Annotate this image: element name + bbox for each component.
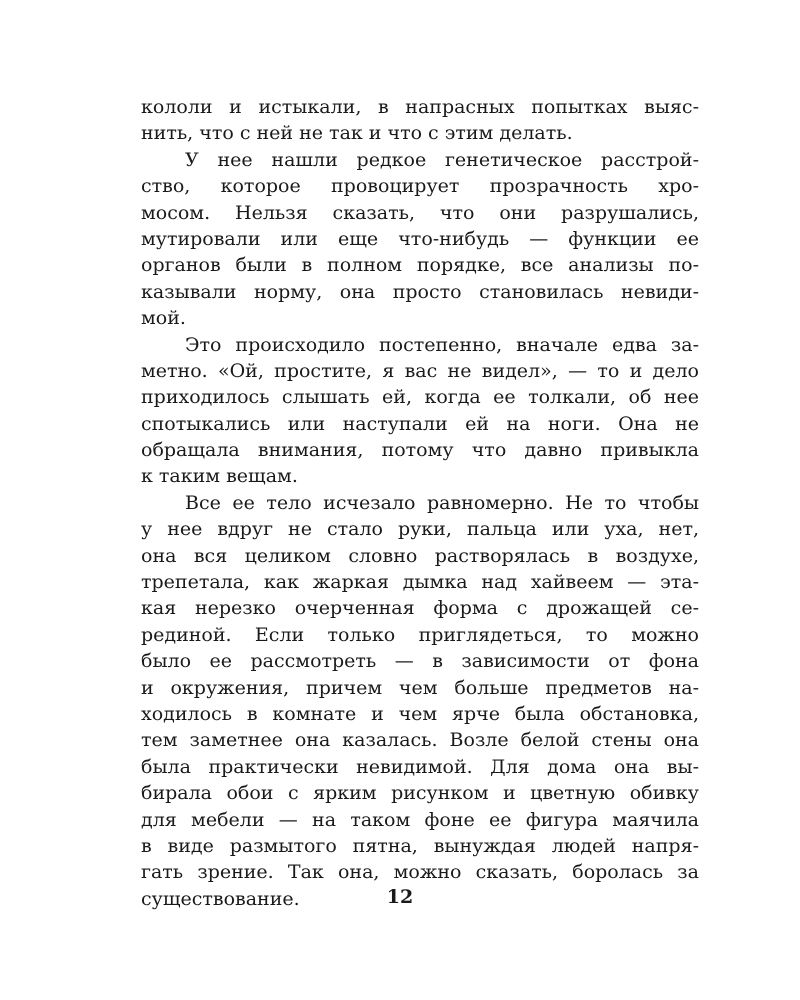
text-line: Это происходило постепенно, вначале едва за- xyxy=(185,333,699,356)
text-line: кололи и истыкали, в напрасных попытках выяс- xyxy=(141,96,699,118)
text-line: трепетала, как жаркая дымка над хайвеем — эта- xyxy=(141,571,699,594)
text-line: у нее вдруг не стало руки, пальца или уха, нет, xyxy=(141,518,699,541)
text-line: для мебели — на таком фоне ее фигура маячила xyxy=(141,808,699,831)
paragraph-1 xyxy=(141,94,699,147)
paragraph-3 xyxy=(141,332,699,490)
text-line: в виде размытого пятна, вынуждая людей напря- xyxy=(141,834,699,857)
text-line: Все ее тело исчезало равномерно. Не то чтобы xyxy=(185,491,699,514)
text-line: обращала внимания, потому что давно привыкла xyxy=(141,439,699,462)
text-line: мосом. Нельзя сказать, что они разрушались, xyxy=(141,201,699,224)
body-text xyxy=(141,94,699,912)
text-line: мутировали или еще что-нибудь — функции ее xyxy=(141,227,699,250)
page-number: 12 xyxy=(386,886,414,908)
text-line: кая нерезко очерченная форма с дрожащей се- xyxy=(141,597,699,620)
text-line: гать зрение. Так она, можно сказать, боролась за xyxy=(141,861,699,884)
text-line: тем заметнее она казалась. Возле белой стены она xyxy=(141,729,699,752)
text-line: существование. xyxy=(141,887,300,910)
text-line: и окружения, причем чем больше предметов на- xyxy=(141,676,699,699)
paragraph-4 xyxy=(141,490,699,912)
text-line: была практически невидимой. Для дома она вы- xyxy=(141,755,699,778)
text-line: органов были в полном порядке, все анализы по- xyxy=(141,254,699,277)
text-line: метно. «Ой, простите, я вас не видел», — то и дело xyxy=(141,359,699,382)
text-line: было ее рассмотреть — в зависимости от фона xyxy=(141,650,699,673)
text-line: ходилось в комнате и чем ярче была обстановка, xyxy=(141,702,699,725)
text-line: бирала обои с ярким рисунком и цветную обивку xyxy=(141,782,699,805)
text-line: У нее нашли редкое генетическое расстрой- xyxy=(185,148,699,171)
text-line: спотыкались или наступали ей на ноги. Она не xyxy=(141,412,699,435)
text-line: ство, которое провоцирует прозрачность хро- xyxy=(141,175,699,198)
text-line: казывали норму, она просто становилась невиди- xyxy=(141,280,699,303)
text-line: нить, что с ней не так и что с этим делать. xyxy=(141,122,573,145)
text-line: к таким вещам. xyxy=(141,465,298,488)
text-line: она вся целиком словно растворялась в воздухе, xyxy=(141,544,699,567)
text-line: рединой. Если только приглядеться, то можно xyxy=(141,623,699,646)
text-line: мой. xyxy=(141,307,186,330)
paragraph-2 xyxy=(141,147,699,332)
text-line: приходилось слышать ей, когда ее толкали, об нее xyxy=(141,386,699,409)
